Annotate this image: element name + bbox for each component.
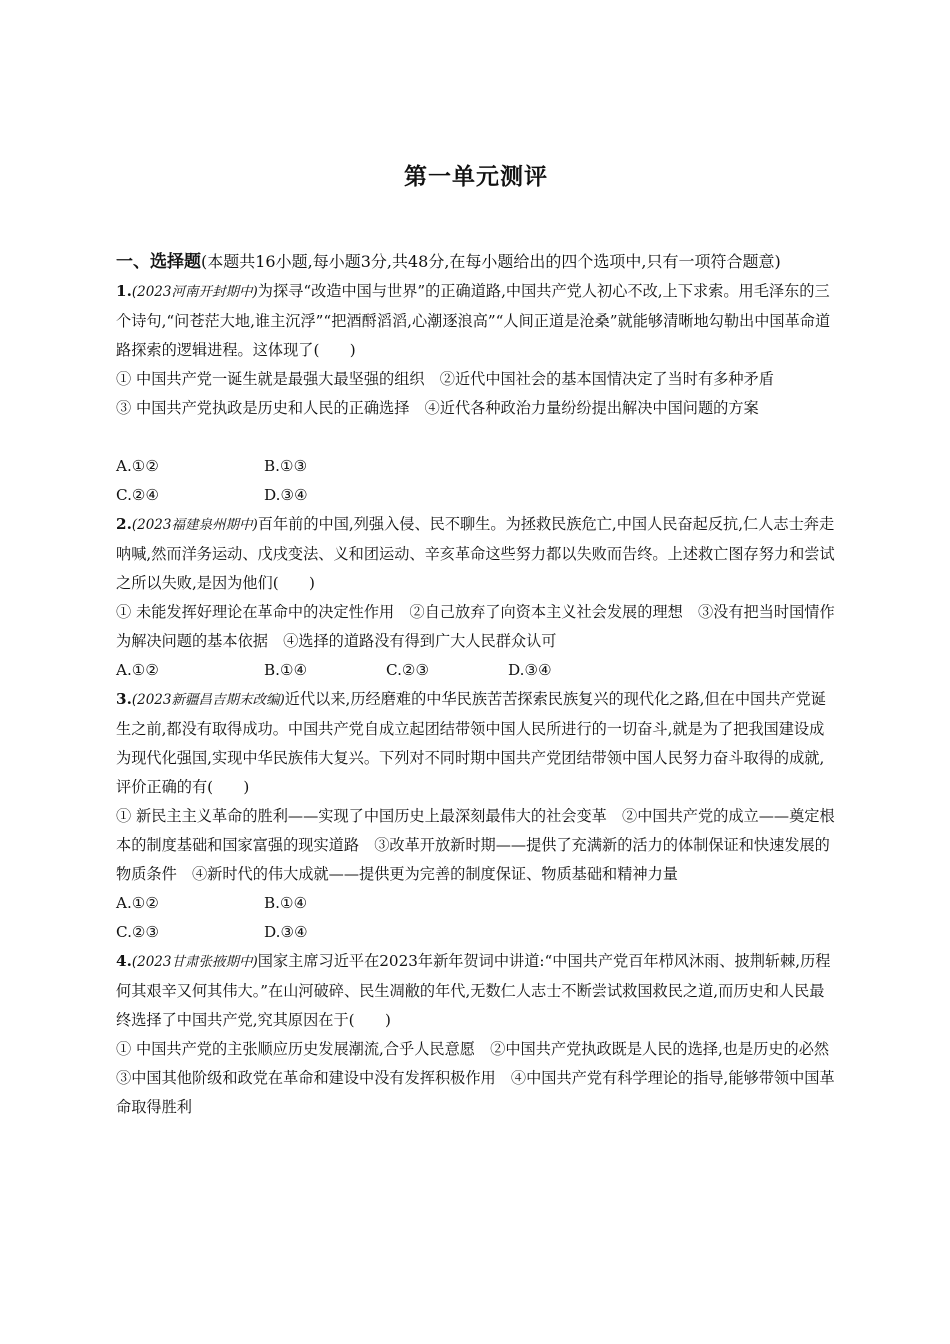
question-3 [116,685,836,947]
question-stem [116,510,836,598]
statement: ③ 中国共产党执政是历史和人民的正确选择 ④近代各种政治力量纷纷提出解决中国问题的方案 [116,399,759,417]
question-number: 3. [116,690,132,708]
options-row [116,452,836,481]
statement: ① 中国共产党的主张顺应历史发展潮流,合乎人民意愿 ②中国共产党执政既是人民的选择,也是历史的必然 ③中国其他阶级和政党在革命和建设中没有发挥积极作用 ④中国共产党有科学理论的指导,能够带领中国革命取得胜利 [116,1040,845,1116]
question-source: (2023甘肃张掖期中) [131,954,258,970]
question-2 [116,510,836,685]
options-row [116,656,836,685]
question-stem [116,277,836,365]
spacer [116,423,836,452]
question-text: 百年前的中国,列强入侵、民不聊生。为拯救民族危亡,中国人民奋起反抗,仁人志士奔走呐喊,然而洋务运动、戊戌变法、义和团运动、辛亥革命这些努力都以失败而告终。上述救亡图存努力和尝试之所以失败,是因为他们( ) [116,515,835,592]
document-body [116,247,845,1122]
question-number: 4. [116,952,132,970]
question-stem [116,947,836,1035]
option-b: B.①③ [264,457,308,475]
options-row [116,918,836,947]
question-source: (2023新疆昌吉期末改编) [131,692,285,708]
options-row [116,481,836,510]
option-c: C.②④ [116,486,160,504]
question-4 [116,947,845,1122]
question-number: 1. [116,282,132,300]
statement: ① 中国共产党一诞生就是最强大最坚强的组织 ②近代中国社会的基本国情决定了当时有多种矛盾 [116,370,774,388]
question-text: 近代以来,历经磨难的中华民族苦苦探索民族复兴的现代化之路,但在中国共产党诞生之前,都没有取得成功。中国共产党自成立起团结带领中国人民所进行的一切奋斗,就是为了把我国建设成为现代化强国,实现中华民族伟大复兴。下列对不同时期中国共产党团结带领中国人民努力奋斗取得的成就,评价正确的有( ) [116,690,826,796]
question-text: 为探寻“改造中国与世界”的正确道路,中国共产党人初心不改,上下求索。用毛泽东的三个诗句,“问苍茫大地,谁主沉浮”“把酒酹滔滔,心潮逐浪高”“人间正道是沧桑”就能够清晰地勾勒出中国革命道路探索的逻辑进程。这体现了( ) [116,282,831,359]
page-title: 第一单元测评 [404,164,548,190]
option-c: C.②③ [386,661,430,679]
option-d: D.③④ [264,923,308,941]
question-1 [116,277,836,510]
question-number: 2. [116,515,132,533]
question-stem [116,685,836,802]
statement: ① 未能发挥好理论在革命中的决定性作用 ②自己放弃了向资本主义社会发展的理想 ③没有把当时国情作为解决问题的基本依据 ④选择的道路没有得到广大人民群众认可 [116,603,835,650]
option-d: D.③④ [264,486,308,504]
options-row [116,889,836,918]
section-heading [116,247,836,277]
option-d: D.③④ [508,661,552,679]
statement: ① 新民主主义革命的胜利——实现了中国历史上最深刻最伟大的社会变革 ②中国共产党的成立——奠定根本的制度基础和国家富强的现实道路 ③改革开放新时期——提供了充满新的活力的体制保证和快速发展的物质条件 ④新时代的伟大成就——提供更为完善的制度保证、物质基础和精神力量 [116,807,835,883]
question-source: (2023福建泉州期中) [131,517,258,533]
option-c: C.②③ [116,923,160,941]
question-source: (2023河南开封期中) [131,284,258,300]
option-a: A.①② [116,457,160,475]
question-text: 国家主席习近平在2023年新年贺词中讲道:“中国共产党百年栉风沐雨、披荆斩棘,历程何其艰辛又何其伟大。”在山河破碎、民生凋敝的年代,无数仁人志士不断尝试救国救民之道,而历史和人民最终选择了中国共产党,究其原因在于( ) [116,952,831,1029]
section-note: (本题共16小题,每小题3分,共48分,在每小题给出的四个选项中,只有一项符合题意) [201,252,781,271]
section-title: 一、选择题 [116,252,201,272]
option-b: B.①④ [264,894,308,912]
option-a: A.①② [116,894,160,912]
option-a: A.①② [116,661,160,679]
option-b: B.①④ [264,661,308,679]
